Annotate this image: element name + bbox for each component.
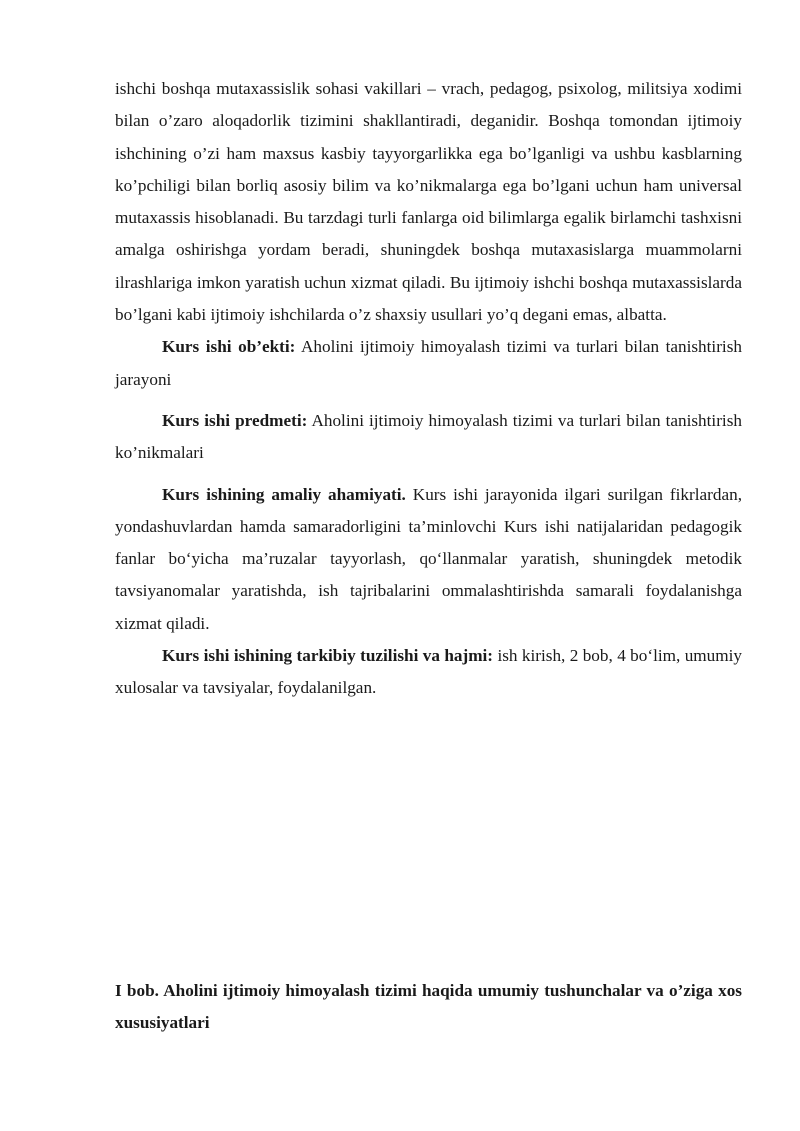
course-object-paragraph — [115, 331, 742, 396]
chapter-heading: I bob. Aholini ijtimoiy himoyalash tizimi haqida umumiy tushunchalar va o’ziga xos xususiyatlari — [115, 981, 742, 1033]
practical-significance-text: Kurs ishi jarayonida ilgari surilgan fikrlardan, yondashuvlardan hamda samaradorligini ta’minlovchi Kurs ishi natijalaridan pedagogik fanlar bo‘yicha ma’ruzalar tayyorlash, qo‘llanmalar yaratish, shuningdek metodik tavsiyanomalar yaratishda, ish tajribalarini ommalashtirishda samarali foydalanishga xizmat qiladi. — [115, 484, 742, 633]
structure-label: Kurs ishi ishining tarkibiy tuzilishi va hajmi: — [162, 646, 494, 666]
course-object-label: Kurs ishi ob’ekti: — [162, 337, 296, 357]
intro-paragraph: ishchi boshqa mutaxassislik sohasi vakillari – vrach, pedagog, psixolog, militsiya xodimi bilan o’zaro aloqadorlik tizimini shakllantiradi, deganidir. Boshqa tomondan ijtimoiy ishchining o’zi ham maxsus kasbiy tayyorgarlikka ega bo’lganligi va ushbu kasblarning ko’pchiligi bilan borliq asosiy bilim va ko’nikmalarga ega bo’lgani uchun ham universal mutaxassis hisoblanadi. Bu tarzdagi turli fanlarga oid bilimlarga egalik birlamchi tashxisni amalga oshirishga yordam beradi, shuningdek boshqa mutaxasislarga muammolarni ilrashlariga imkon yaratish uchun xizmat qiladi. Bu ijtimoiy ishchi boshqa mutaxassislarda bo’lgani kabi ijtimoiy ishchilarda o’z shaxsiy usullari yo’q degani emas, albatta. — [115, 79, 742, 325]
course-subject-label: Kurs ishi predmeti: — [162, 410, 308, 430]
course-subject-paragraph — [115, 405, 742, 470]
course-subject-text: Aholini ijtimoiy himoyalash tizimi va turlari bilan tanishtirish ko’nikmalari — [115, 410, 742, 463]
structure-paragraph — [115, 640, 742, 705]
document-body — [115, 73, 742, 705]
practical-significance-paragraph — [115, 479, 742, 640]
practical-significance-label: Kurs ishining amaliy ahamiyati. — [162, 484, 406, 504]
structure-text: ish kirish, 2 bob, 4 bo‘lim, umumiy xulosalar va tavsiyalar, foydalanilgan. — [115, 646, 742, 698]
course-object-text: Aholini ijtimoiy himoyalash tizimi va turlari bilan tanishtirish jarayoni — [115, 337, 742, 389]
